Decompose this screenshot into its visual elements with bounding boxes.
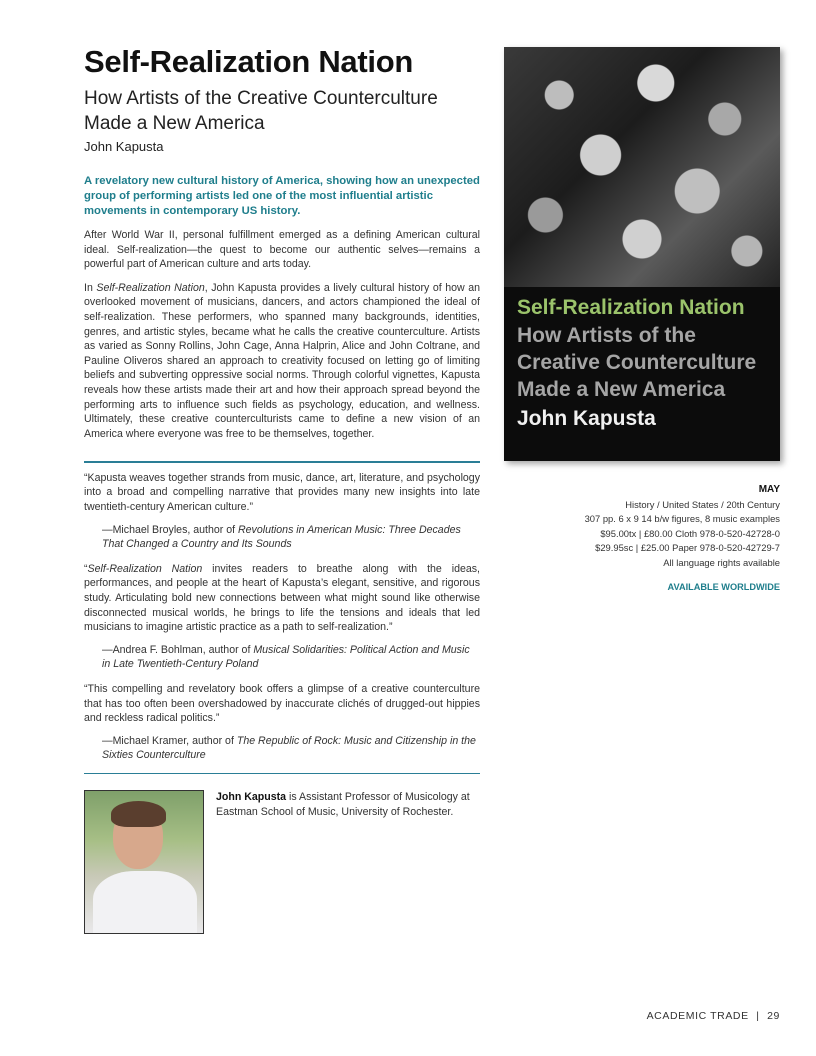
book-title: Self-Realization Nation <box>84 44 413 79</box>
page-number: 29 <box>767 1010 780 1022</box>
rights: All language rights available <box>663 556 780 568</box>
pub-month: MAY <box>758 484 780 495</box>
blurbs-section <box>84 455 480 774</box>
p2-prefix: In <box>84 281 97 294</box>
book-details <box>504 483 780 594</box>
description-paragraph-2 <box>84 281 480 442</box>
description-paragraph-1: After World War II, personal fulfillment emerged as a defining American cultural ideal. Self-realization—the quest to become our authentic selves—remains a powerful part of American culture and arts today. <box>84 229 480 271</box>
author-photo <box>84 790 204 934</box>
attr-author: —Michael Broyles, author of <box>102 523 239 536</box>
photo-shirt <box>93 871 197 934</box>
cover-photo <box>504 47 780 287</box>
cover-author: John Kapusta <box>517 407 656 430</box>
bio-author-name: John Kapusta <box>216 791 287 804</box>
blurb-text: invites readers to breathe along with the ideas, performances, and people at the heart of Kapusta’s elegant, sensitive, and rigorous study. Articulating bold new connections between what might sound like otherwise disconnected musical worlds, he brings to life the tensions and ideals that led musicians to imagine artistic practice as a path to self-realization.” <box>84 562 481 634</box>
attr-author: —Michael Kramer, author of <box>102 734 237 747</box>
p2-book-title: Self-Realization Nation <box>96 281 205 294</box>
blurb-text: “This compelling and revelatory book offers a glimpse of a creative counterculture that has too often been overshadowed by inaccurate clichés of drugged-out hippies and reckless radical politics.” <box>84 682 480 725</box>
attr-work: Revolutions in American Music: Three Decades That Changed a Country and Its Sounds <box>102 523 461 551</box>
main-column <box>84 42 480 940</box>
paper-price: $29.95sc | £25.00 Paper 978-0-520-42729-7 <box>595 542 780 554</box>
attr-work: Musical Solidarities: Political Action and Music in Late Twentieth-Century Poland <box>102 643 470 671</box>
bottom-divider <box>84 773 480 775</box>
blurb-attribution-1 <box>102 523 480 552</box>
cloth-price: $95.00tx | £80.00 Cloth 978-0-520-42728-0 <box>600 527 780 539</box>
page-footer <box>647 1010 780 1022</box>
cover-subtitle: How Artists of the Creative Counterculture Made a New America <box>517 324 757 401</box>
blurb-quote-1 <box>84 471 480 515</box>
availability: AVAILABLE WORLDWIDE <box>667 581 780 592</box>
p2-text: , John Kapusta provides a lively cultural history of how an overlooked movement of musicians, dancers, and actors championed the ideal of self-realization. These performers, who spanned many backgrounds, identities, genres, and artistic styles, became what he calls the creative counterculture. Artists as varied as Sonny Rollins, John Cage, Anna Halprin, Alice and John Coltrane, and Pauline Oliveros shared an approach to creativity focused on letting go of limiting beliefs and subverting oppressive social norms. Through colorful vignettes, Kapusta reveals how these artists made their art and how their approach spread beyond the performing arts to influence such fields as psychology, education, and wellness. Ultimately, these creative counterculturists came to define a new vision of an America where everyone was free to be themselves, together. <box>84 281 480 440</box>
footer-section: ACADEMIC TRADE <box>646 1010 749 1022</box>
description <box>84 228 480 441</box>
attr-work: The Republic of Rock: Music and Citizenship in the Sixties Counterculture <box>102 734 476 762</box>
blurb-book-title: Self-Realization Nation <box>87 562 203 575</box>
photo-hair <box>111 801 166 827</box>
blurb-attribution-2 <box>102 643 480 672</box>
blurb-quote-3 <box>84 682 480 726</box>
specs: 307 pp. 6 x 9 14 b/w figures, 8 music examples <box>584 513 780 525</box>
blurb-attribution-3 <box>102 734 480 763</box>
category: History / United States / 20th Century <box>625 498 780 510</box>
attr-author: —Andrea F. Bohlman, author of <box>102 643 254 656</box>
author-bio <box>84 790 480 940</box>
lead-paragraph: A revelatory new cultural history of America, showing how an unexpected group of performing artists led one of the most influential artistic movements in contemporary US history. <box>84 175 480 217</box>
book-author: John Kapusta <box>84 139 164 154</box>
cover-title: Self-Realization Nation <box>517 296 745 319</box>
blurb-open-quote: “ <box>84 562 88 575</box>
bio-description: is Assistant Professor of Musicology at Eastman School of Music, University of Rochester. <box>216 791 470 818</box>
blurb-text: “Kapusta weaves together strands from music, dance, art, literature, and psychology into a broad and compelling narrative that provides many new insights into late twentieth-century American culture.” <box>84 471 480 513</box>
side-column <box>504 47 780 594</box>
book-subtitle: How Artists of the Creative Counterculture Made a New America <box>84 88 438 134</box>
bio-text <box>216 790 480 819</box>
book-cover <box>504 47 780 461</box>
footer-separator: | <box>756 1010 760 1022</box>
blurb-quote-2 <box>84 562 480 635</box>
